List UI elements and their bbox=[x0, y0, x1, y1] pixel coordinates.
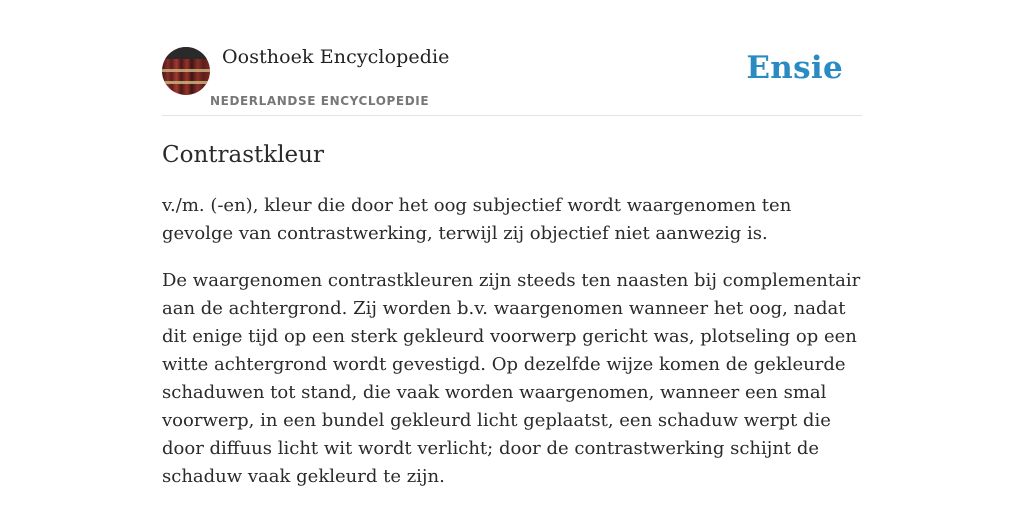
encyclopedia-avatar[interactable] bbox=[162, 47, 210, 95]
site-header bbox=[162, 36, 862, 116]
site-subtitle: NEDERLANDSE ENCYCLOPEDIE bbox=[210, 94, 430, 108]
entry-body bbox=[162, 192, 862, 491]
entry-paragraph: v./m. (-en), kleur die door het oog subjectief wordt waargenomen ten gevolge van contrastwerking, terwijl zij objectief niet aanwezig is. bbox=[162, 195, 792, 244]
entry-card bbox=[162, 36, 862, 491]
entry-title: Contrastkleur bbox=[162, 142, 324, 168]
entry-paragraph: De waargenomen contrastkleuren zijn steeds ten naasten bij complementair aan de achtergrond. Zij worden b.v. waargenomen wanneer het oog, nadat dit enige tijd op een sterk gekleurd voorwerp gericht was, plotseling op een witte achtergrond wordt gevestigd. Op dezelfde wijze komen de gekleurde schaduwen tot stand, die vaak worden waargenomen, wanneer een smal voorwerp, in een bundel gekleurd licht geplaatst, een schaduw werpt die door diffuus licht wit wordt verlicht; door de contrastwerking schijnt de schaduw vaak gekleurd te zijn. bbox=[162, 270, 861, 487]
site-title[interactable]: Oosthoek Encyclopedie bbox=[222, 46, 450, 68]
ensie-logo[interactable]: Ensie bbox=[746, 50, 843, 86]
